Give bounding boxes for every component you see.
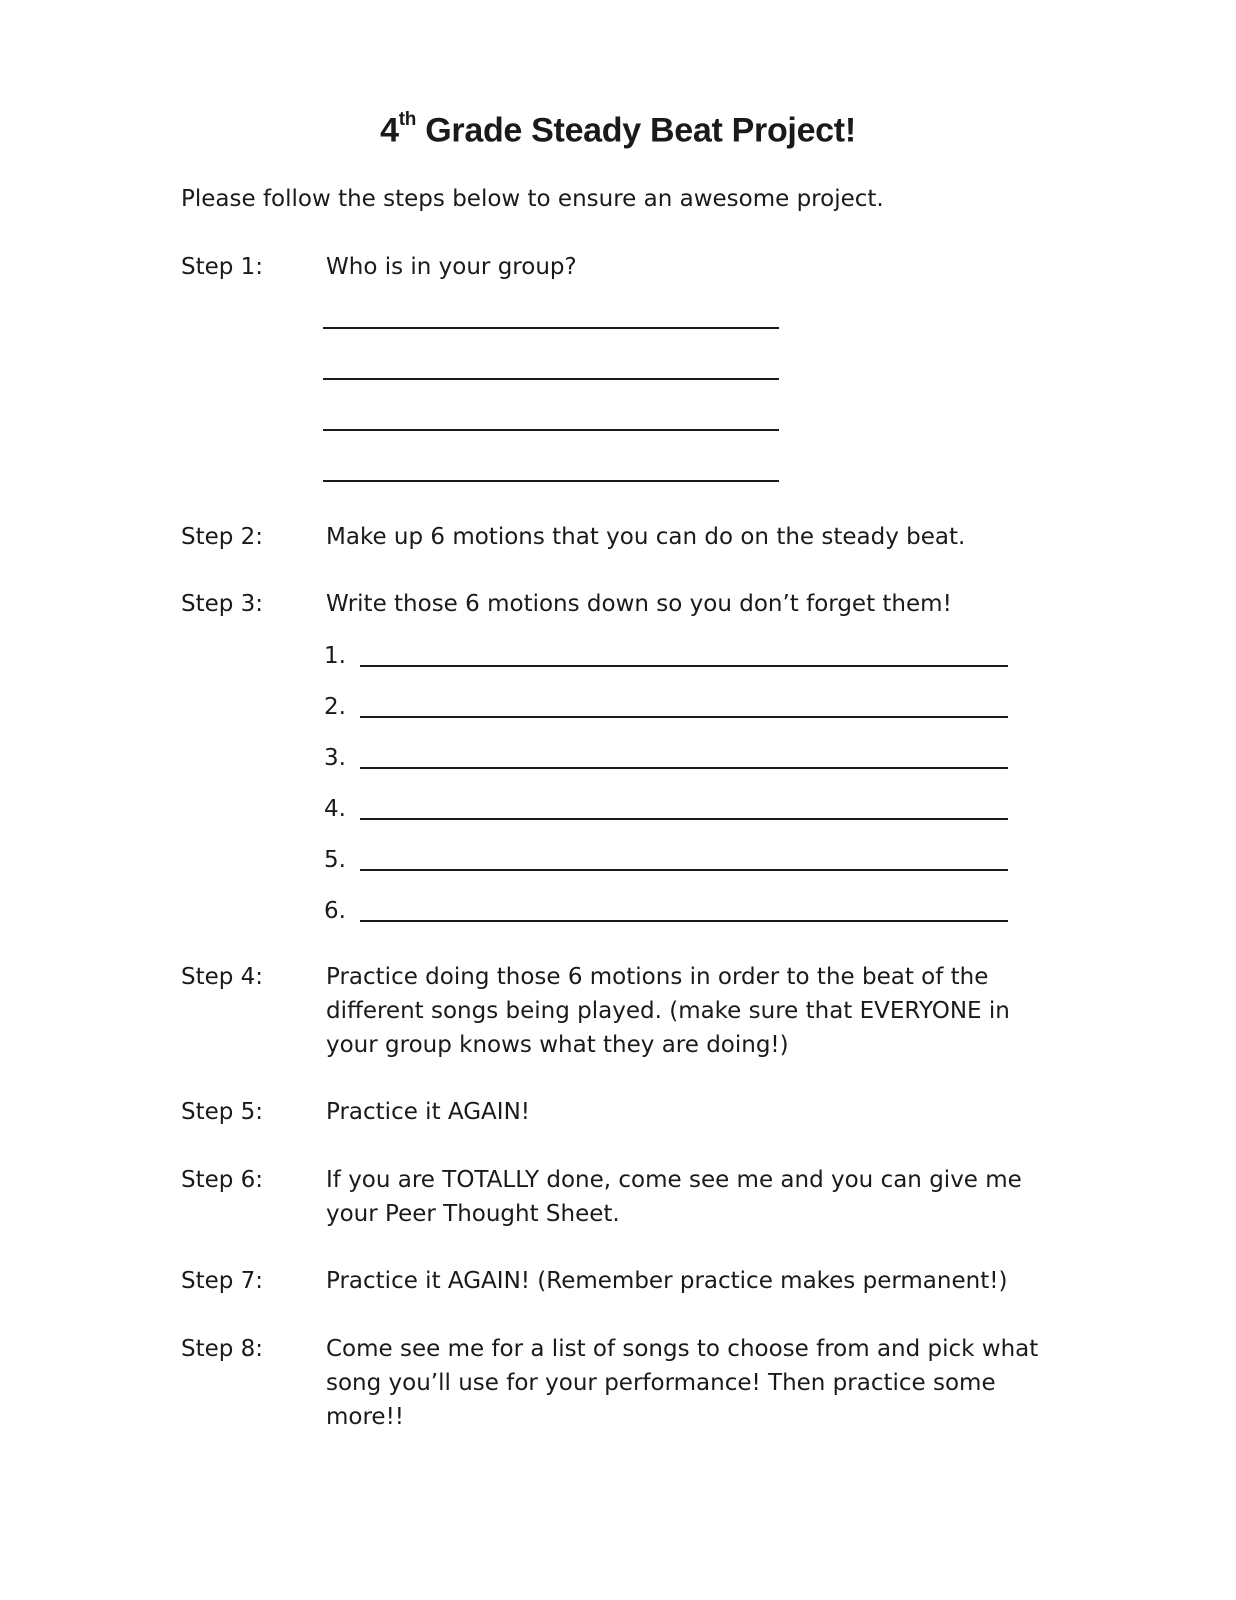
step-3-line: Write those 6 motions down so you don’t forget them! [326, 591, 952, 617]
motion-blank-4[interactable] [360, 818, 1008, 820]
step-7-label: Step 7: [181, 1268, 264, 1294]
step-1-label: Step 1: [181, 254, 264, 280]
step-6-label: Step 6: [181, 1167, 264, 1193]
group-member-blank-2[interactable] [323, 378, 779, 380]
motion-blank-1[interactable] [360, 665, 1008, 667]
step-8-label: Step 8: [181, 1336, 264, 1362]
step-7-line: Practice it AGAIN! (Remember practice makes permanent!) [326, 1268, 1008, 1294]
step-4-text [326, 960, 1010, 1062]
step-5-label: Step 5: [181, 1099, 264, 1125]
title-superscript: th [398, 109, 417, 130]
group-member-blank-1[interactable] [323, 327, 779, 329]
step-3-text [326, 587, 952, 621]
motion-blank-6[interactable] [360, 920, 1008, 922]
step-7-text [326, 1264, 1007, 1298]
motion-number-4: 4. [324, 796, 346, 822]
motion-blank-2[interactable] [360, 716, 1008, 718]
motion-number-6: 6. [324, 898, 346, 924]
step-3-label: Step 3: [181, 591, 264, 617]
step-1-line: Who is in your group? [326, 254, 577, 280]
step-8-line-1: Come see me for a list of songs to choose from and pick what [326, 1336, 1039, 1362]
motion-blank-3[interactable] [360, 767, 1008, 769]
step-4-line-2: different songs being played. (make sure that EVERYONE in [326, 998, 1010, 1024]
step-8-text [326, 1332, 1038, 1434]
page-title [0, 100, 1236, 154]
step-1-text [326, 250, 577, 284]
title-grade-number: 4 [380, 111, 399, 150]
step-2-line: Make up 6 motions that you can do on the steady beat. [326, 524, 966, 550]
motion-number-5: 5. [324, 847, 346, 873]
step-2-text [326, 520, 965, 554]
step-2-label: Step 2: [181, 524, 264, 550]
motion-number-3: 3. [324, 745, 346, 771]
title-text: Grade Steady Beat Project! [416, 111, 856, 150]
step-4-line-1: Practice doing those 6 motions in order to the beat of the [326, 964, 989, 990]
motion-number-2: 2. [324, 694, 346, 720]
intro-text: Please follow the steps below to ensure an awesome project. [181, 186, 884, 212]
step-8-line-3: more!! [326, 1404, 405, 1430]
step-4-label: Step 4: [181, 964, 264, 990]
step-6-text [326, 1163, 1022, 1231]
step-4-line-3: your group knows what they are doing!) [326, 1032, 789, 1058]
step-6-line-2: your Peer Thought Sheet. [326, 1201, 620, 1227]
step-5-line: Practice it AGAIN! [326, 1099, 530, 1125]
group-member-blank-3[interactable] [323, 429, 779, 431]
step-8-line-2: song you’ll use for your performance! Then practice some [326, 1370, 996, 1396]
motion-number-1: 1. [324, 643, 346, 669]
step-5-text [326, 1095, 530, 1129]
step-6-line-1: If you are TOTALLY done, come see me and you can give me [326, 1167, 1022, 1193]
group-member-blank-4[interactable] [323, 480, 779, 482]
motion-blank-5[interactable] [360, 869, 1008, 871]
